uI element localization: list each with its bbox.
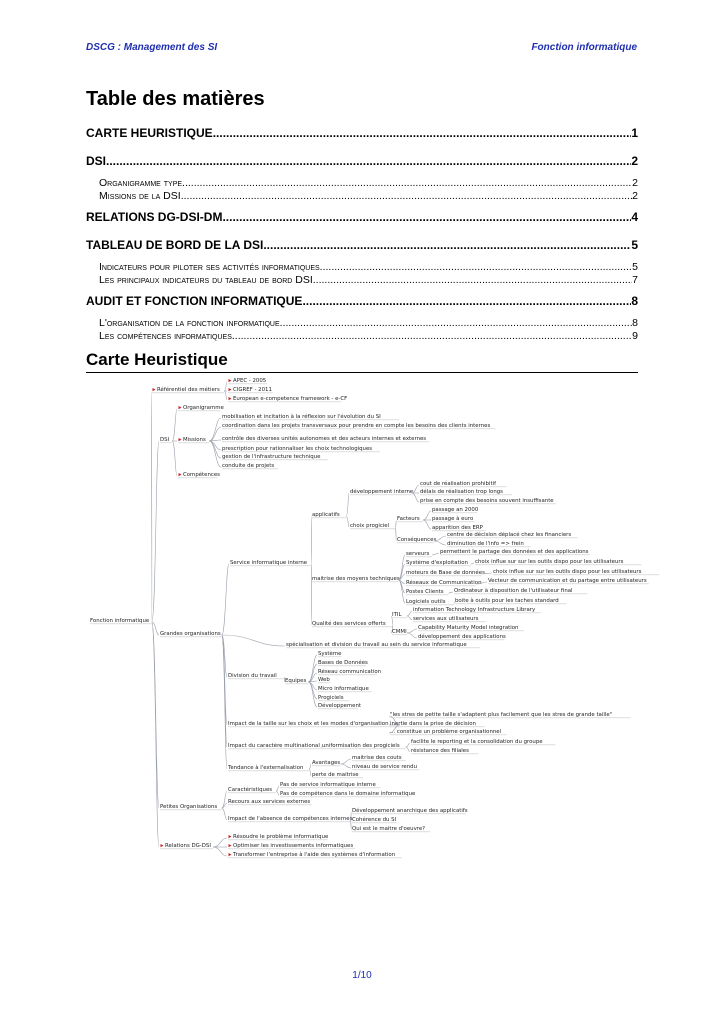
mindmap-node: Avantages — [312, 760, 341, 766]
red-arrow-icon — [179, 438, 182, 441]
toc-dot-leader — [222, 210, 631, 224]
mindmap-branch — [346, 516, 349, 527]
mindmap-node: mobilisation et incitation à la réflexion sur l'évolution du SI — [222, 414, 381, 420]
mindmap-node: Développement — [318, 703, 362, 709]
mindmap-node: Recours aux services externes — [228, 799, 311, 805]
mindmap-node: Système — [318, 651, 342, 657]
mindmap-node: Résoudre le problème informatique — [233, 834, 329, 840]
mindmap-branch — [308, 664, 317, 682]
mindmap-node: passage à euro — [432, 516, 474, 522]
mindmap-branch — [222, 791, 227, 808]
mindmap-branch — [172, 441, 177, 476]
mindmap-node: Réseau communication — [318, 669, 382, 675]
mindmap-branch — [276, 786, 279, 791]
mindmap-branch — [172, 409, 177, 441]
mindmap-node: Progiciels — [318, 695, 344, 701]
mindmap-node: facilite le reporting et la consolidation du groupe — [411, 739, 543, 745]
toc-entry[interactable] — [86, 177, 638, 189]
mindmap-node: diminution de l'info => frein — [447, 541, 524, 547]
toc-entry-label: CARTE HEURISTIQUE — [86, 126, 213, 140]
mindmap-branch — [395, 527, 396, 541]
mindmap-branch — [152, 441, 159, 622]
toc-entry-label: Indicateurs pour piloter ses activités informatiques — [99, 261, 320, 273]
mindmap-branch — [308, 682, 317, 699]
mindmap-node: Qualité des services offerts — [312, 621, 386, 627]
mindmap-node: choix progiciel — [350, 523, 390, 529]
toc-entry[interactable] — [86, 238, 638, 252]
toc-dot-leader — [263, 238, 631, 252]
mindmap-node: permettent le partage des données et des applications — [440, 549, 589, 555]
mindmap-branch — [213, 838, 227, 847]
mindmap-branch — [471, 563, 475, 564]
mindmap-branch — [276, 791, 279, 795]
toc-entry[interactable] — [86, 294, 638, 308]
toc-dot-leader — [320, 261, 632, 273]
mindmap-node: Transformer l'entreprise à l'aide des systèmes d'information — [233, 852, 396, 858]
mindmap-node: Optimiser les investissements informatiques — [233, 843, 354, 849]
mindmap-branch — [346, 493, 349, 516]
toc-entry-page: 2 — [632, 177, 638, 189]
toc-dot-leader — [106, 154, 631, 168]
toc-dot-leader — [232, 330, 632, 342]
mindmap-node: information Technology Infrastructure Library — [413, 607, 536, 613]
mindmap-node: Impact de l'absence de compétences internes — [228, 816, 353, 822]
mindmap-node: résistance des filiales — [411, 748, 469, 754]
mindmap-node: Capability Maturity Model integration — [418, 625, 519, 631]
mindmap-node: Pas de service informatique interne — [280, 782, 376, 788]
mindmap-branch — [152, 622, 159, 847]
toc-dot-leader — [280, 317, 633, 329]
toc-dot-leader — [181, 190, 632, 202]
toc-entry[interactable] — [86, 154, 638, 168]
red-arrow-icon — [229, 379, 232, 382]
mindmap-node: Micro informatique — [318, 686, 369, 692]
toc-dot-leader — [182, 177, 632, 189]
mindmap-node: Facteurs — [397, 516, 420, 522]
red-arrow-icon — [161, 844, 164, 847]
mindmap-node: choix influe sur sur les outils dispo pour les utilisateurs — [493, 569, 642, 575]
mindmap-branch — [151, 391, 152, 622]
mindmap-branch — [222, 635, 227, 769]
mindmap-branch — [341, 759, 351, 764]
mindmap-node: Caractéristiques — [228, 787, 273, 793]
section-title: Carte Heuristique — [86, 350, 638, 373]
mindmap-node: choix influe sur sur les outils dispo pour les utilisateurs — [475, 559, 624, 565]
mindmap-branch — [209, 427, 221, 441]
mindmap-node: Impact de la taille sur les choix et les modes d'organisation — [228, 721, 389, 727]
mindmap-branch — [341, 764, 351, 768]
mindmap-node: Organigramme — [183, 405, 224, 411]
mindmap-node: Tendance à l'externalisation — [228, 765, 304, 771]
toc-entry-page: 4 — [631, 210, 638, 224]
toc-entry-page: 7 — [632, 274, 638, 286]
mindmap-node: applicatifs — [312, 512, 340, 518]
mindmap-branch — [407, 616, 412, 620]
toc-entry-page: 1 — [631, 126, 638, 140]
mindmap-node: Fonction informatique — [90, 618, 150, 624]
toc-entry-page: 2 — [632, 190, 638, 202]
mindmap-node: Ordinateur à disposition de l'utilisateur final — [454, 588, 573, 594]
mindmap-node: Web — [318, 677, 330, 683]
toc-entry-page: 9 — [632, 330, 638, 342]
mindmap-branch — [407, 633, 417, 638]
mindmap-node: Système d'exploitation — [406, 560, 468, 566]
header-left: DSCG : Management des SI — [86, 42, 218, 53]
mindmap-node: services aux utilisateurs — [413, 616, 479, 622]
mindmap-node: perte de maitrise — [312, 772, 359, 778]
mind-map — [0, 370, 724, 865]
mindmap-node: prescription pour rationnaliser les choix technologiques — [222, 446, 373, 452]
mindmap-node: passage an 2000 — [432, 507, 479, 513]
mindmap-branch — [423, 520, 431, 529]
toc-dot-leader — [313, 274, 632, 286]
mindmap-branch — [213, 847, 227, 856]
mindmap-branch — [395, 520, 396, 527]
toc-entry-label: L'organisation de la fonction informatique — [99, 317, 280, 329]
mindmap-node: délais de réalisation trop longs — [420, 489, 503, 495]
mindmap-branch — [209, 418, 221, 441]
mindmap-node: CMMI — [392, 629, 407, 635]
mindmap-node: Petites Organisations — [160, 804, 218, 810]
toc-entry-label: RELATIONS DG-DSI-DM — [86, 210, 223, 224]
mindmap-node: serveurs — [406, 551, 430, 557]
mindmap-branch — [309, 769, 311, 776]
mindmap-node: Vecteur de communication et du partage entre utilisateurs — [488, 578, 647, 584]
toc-entry[interactable] — [86, 317, 638, 329]
mindmap-node: apparition des ERP — [432, 525, 483, 531]
red-arrow-icon — [229, 397, 232, 400]
mindmap-node: Qui est le maitre d'oeuvre? — [352, 826, 426, 832]
red-arrow-icon — [229, 853, 232, 856]
mindmap-node: Compétences — [183, 472, 220, 478]
toc-entry-label: Missions de la DSI — [99, 190, 181, 202]
mindmap-node: Bases de Données — [318, 660, 368, 666]
toc-entry-page: 5 — [631, 238, 638, 252]
toc-entry-label: AUDIT ET FONCTION INFORMATIQUE — [86, 294, 303, 308]
toc-entry-label: DSI — [86, 154, 107, 168]
mindmap-node: Pas de compétence dans le domaine informatique — [280, 791, 416, 797]
mindmap-branch — [407, 611, 412, 616]
mindmap-node: uniformisation des progiciels — [322, 743, 400, 749]
toc-entry-page: 8 — [632, 317, 638, 329]
red-arrow-icon — [179, 473, 182, 476]
mindmap-node: ... constitue un problème organisationnel — [390, 729, 502, 735]
mindmap-node: Postes Clients — [406, 589, 444, 595]
toc-entry-label: Les principaux indicateurs du tableau de bord DSI — [99, 274, 313, 286]
mindmap-node: Grandes organisations — [160, 631, 221, 637]
mindmap-node: conduite de projets — [222, 463, 275, 469]
mindmap-node: développement des applications — [418, 634, 506, 640]
mindmap-branch — [350, 820, 351, 830]
mindmap-node: développement interne — [350, 489, 414, 495]
mindmap-node: centre de décision déplacé chez les financiers — [447, 532, 572, 538]
toc-dot-leader — [302, 294, 631, 308]
red-arrow-icon — [153, 388, 156, 391]
mindmap-node: Logiciels outils — [406, 599, 446, 605]
mindmap-branch — [222, 808, 227, 820]
mindmap-node: Service informatique interne — [230, 560, 308, 566]
toc-entry[interactable] — [86, 330, 638, 342]
toc-entry[interactable] — [86, 126, 638, 140]
mindmap-node: European e-competence framework - e-CF — [233, 396, 348, 402]
mindmap-node: Cohérence du SI — [352, 817, 397, 823]
mindmap-node: Missions — [183, 437, 206, 443]
mindmap-node: boite à outils pour les taches standard — [455, 598, 559, 604]
mindmap-node: prise en compte des besoins souvent insuffisante — [420, 498, 554, 504]
mindmap-branch — [423, 511, 431, 520]
toc-entry-label: Les compétences informatiques — [99, 330, 232, 342]
mindmap-branch — [406, 743, 410, 747]
mindmap-node: DSI — [160, 437, 170, 443]
toc-entry-label: Organigramme type — [99, 177, 183, 189]
toc-entry[interactable] — [86, 190, 638, 202]
mindmap-branch — [407, 629, 417, 633]
toc-title: Table des matières — [86, 88, 265, 110]
mindmap-node: Réseaux de Communication — [406, 580, 482, 586]
mindmap-branch — [406, 747, 410, 752]
mindmap-node: maitrise des couts — [352, 755, 402, 761]
red-arrow-icon — [179, 406, 182, 409]
toc-entry-page: 8 — [631, 294, 638, 308]
mindmap-node: spécialisation et division du travail au sein du service informatique — [286, 642, 467, 648]
mindmap-node: contrôle des diverses unités autonomes et des acteurs internes et externes — [222, 436, 427, 442]
red-arrow-icon — [229, 844, 232, 847]
mindmap-node: CIGREF - 2011 — [233, 387, 272, 393]
mindmap-node: niveau de service rendu — [352, 764, 417, 770]
red-arrow-icon — [229, 388, 232, 391]
mindmap-node: APEC - 2005 — [233, 378, 267, 384]
mindmap-node: Division du travail — [228, 673, 277, 679]
mindmap-branch — [309, 764, 311, 769]
mindmap-node: ITIL — [392, 612, 402, 618]
toc-entry[interactable] — [86, 261, 638, 273]
mindmap-branch — [222, 635, 285, 646]
red-arrow-icon — [229, 835, 232, 838]
toc-entry-page: 2 — [631, 154, 638, 168]
mindmap-node: Impact du caractère multinational — [228, 743, 320, 749]
toc-entry-label: TABLEAU DE BORD DE LA DSI — [86, 238, 264, 252]
mindmap-branch — [224, 382, 227, 391]
page-number: 1/10 — [352, 970, 372, 981]
mindmap-node: cout de réalisation prohibitif — [420, 481, 496, 487]
toc-entry[interactable] — [86, 274, 638, 286]
mindmap-node: gestion de l'infrastructure technique — [222, 454, 321, 460]
mindmap-branch — [224, 391, 227, 400]
header-right: Fonction informatique — [531, 42, 637, 53]
toc-entry-page: 5 — [632, 261, 638, 273]
mindmap-node: maitrise des moyens techniques — [312, 576, 400, 582]
mindmap-node: inertie dans la prise de décision — [390, 721, 476, 727]
mindmap-node: Relations DG-DSI — [165, 843, 211, 849]
mindmap-branch — [449, 592, 454, 593]
mindmap-node: Référentiel des métiers — [157, 387, 220, 393]
mindmap-node: Conséquences — [397, 537, 437, 543]
mindmap-node: moteurs de Base de données — [406, 570, 485, 576]
toc-dot-leader — [213, 126, 632, 140]
toc-entry[interactable] — [86, 210, 638, 224]
mindmap-branch — [222, 564, 229, 635]
mindmap-branch — [432, 553, 439, 555]
mindmap-node: Développement anarchique des applicatifs — [352, 808, 468, 814]
mindmap-node: "les stres de petite taille s'adaptent plus facilement que les stres de grande taille" — [390, 712, 613, 718]
mindmap-node: Equipes — [285, 678, 307, 684]
mindmap-node: coordination dans les projets transversaux pour prendre en compte les besoins des clients internes — [222, 423, 491, 429]
